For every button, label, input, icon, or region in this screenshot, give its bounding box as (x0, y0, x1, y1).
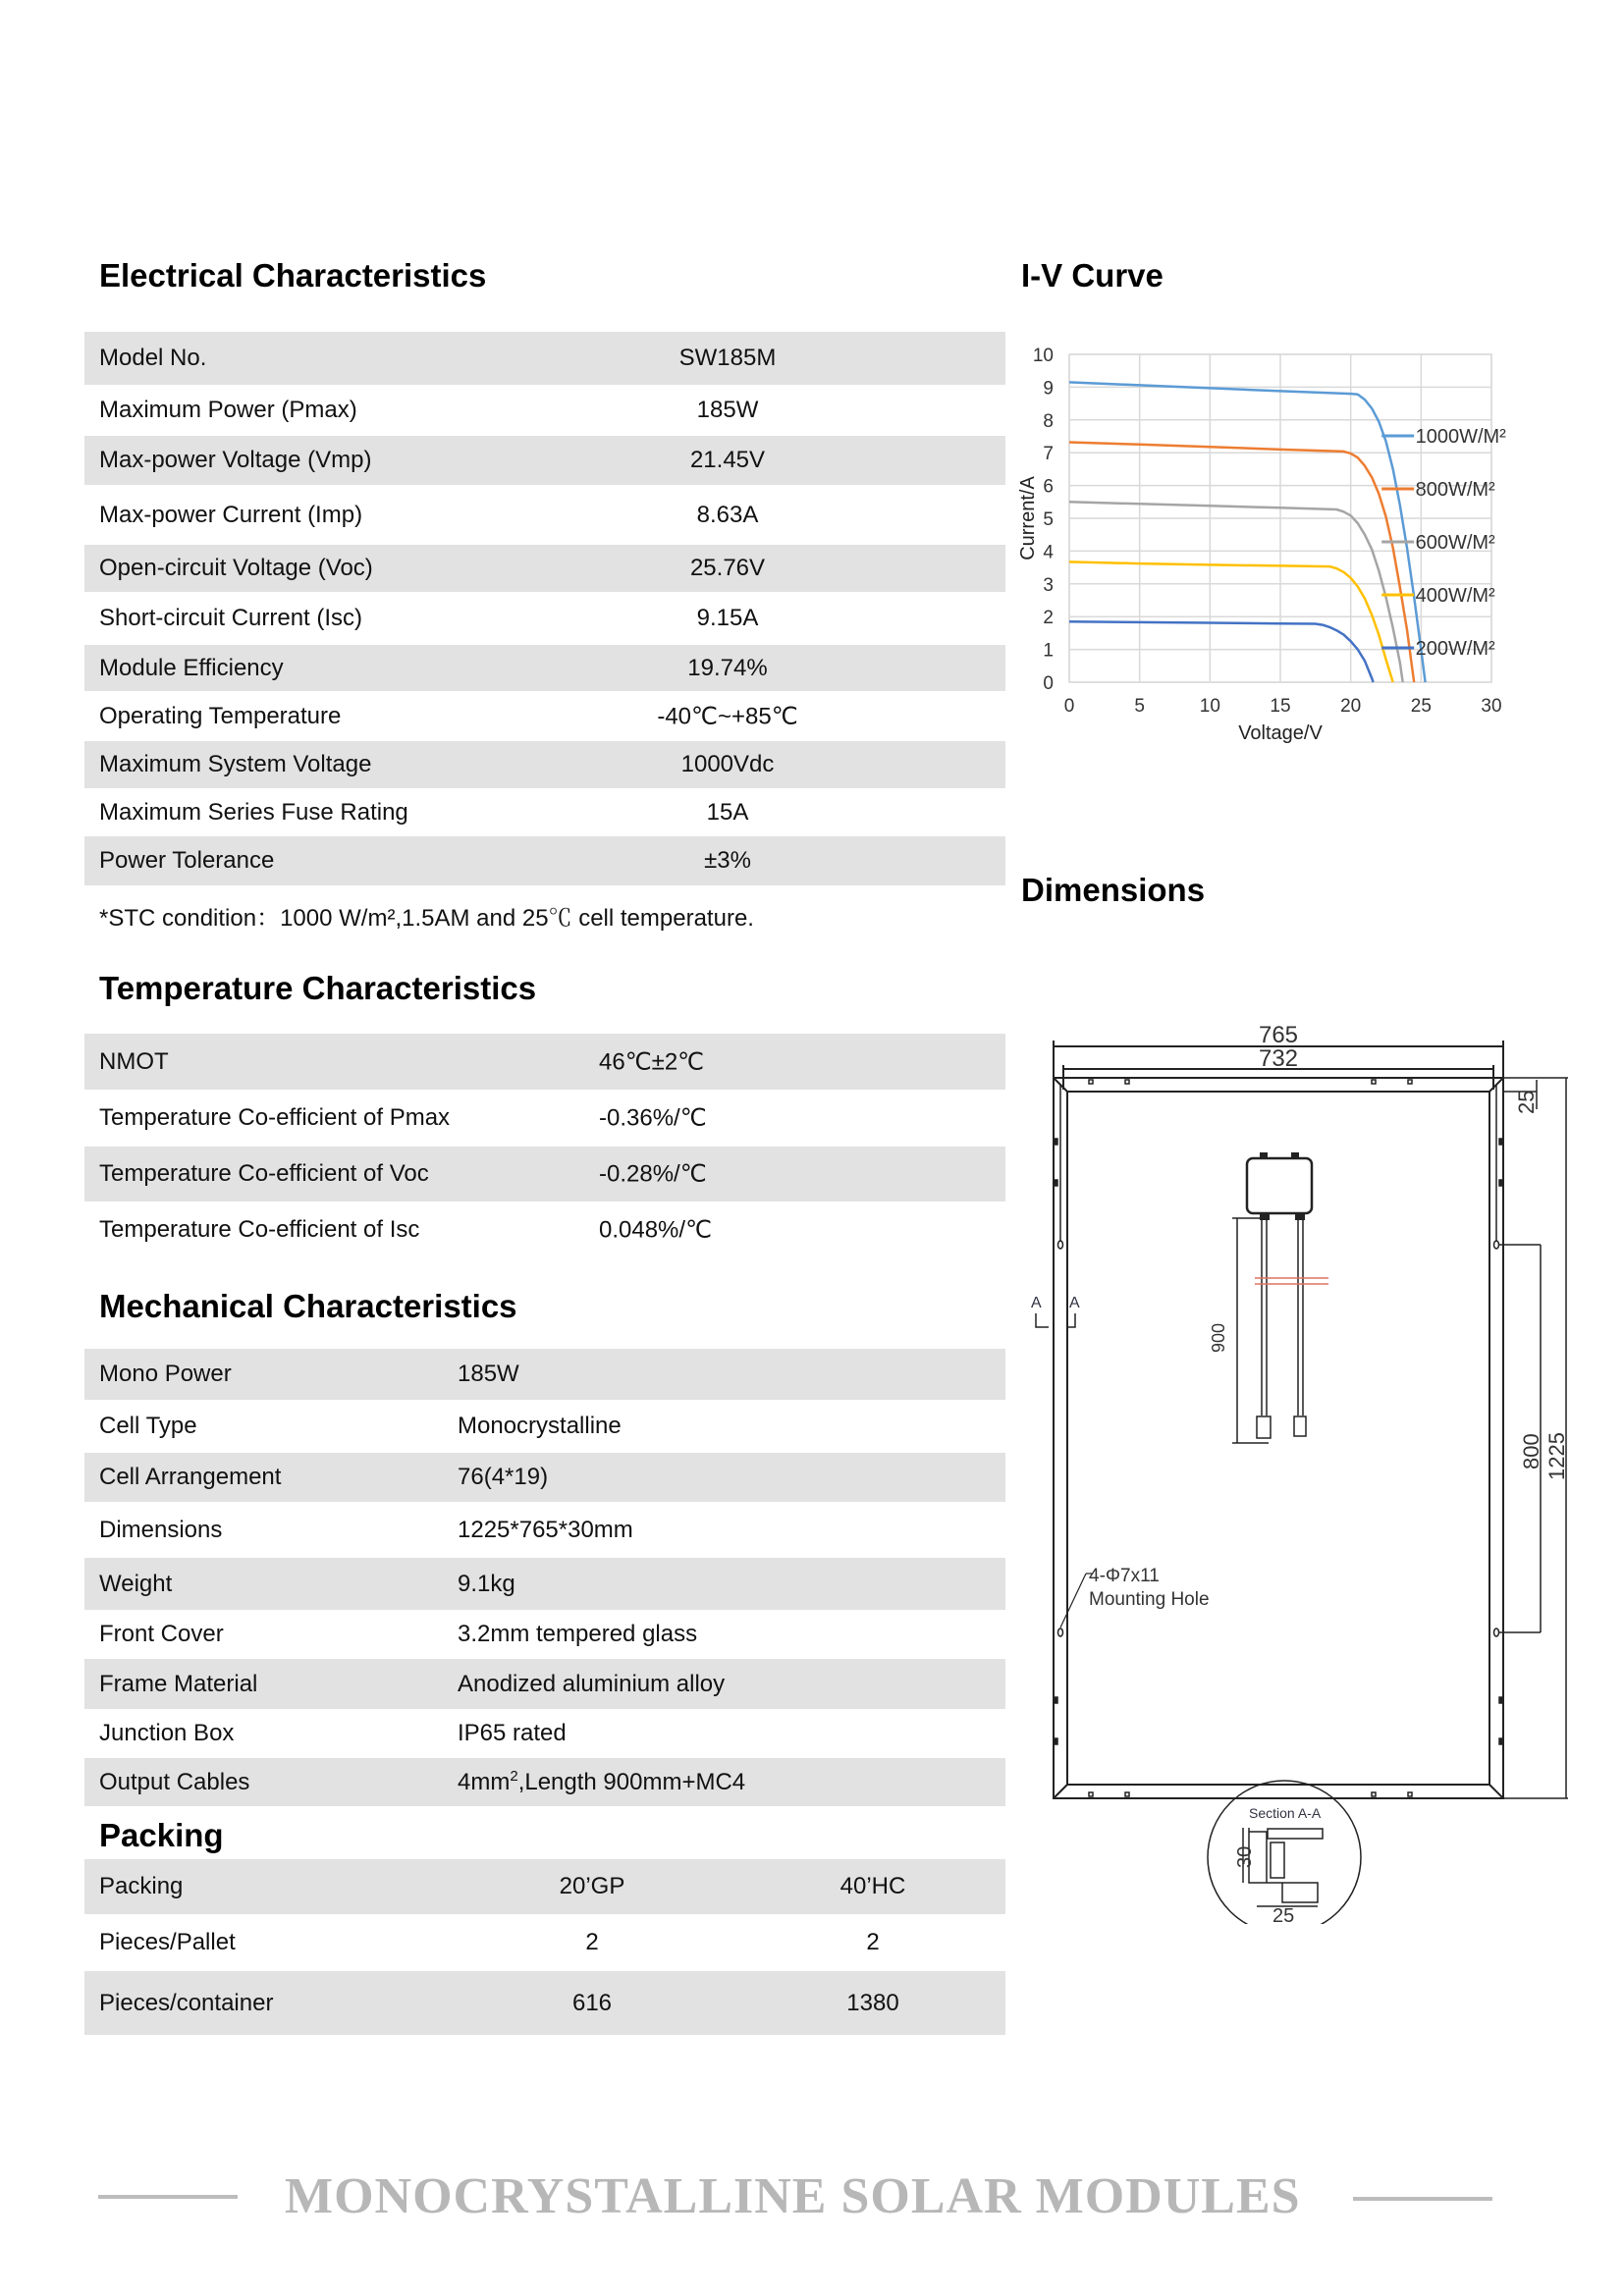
row-value: IP65 rated (458, 1720, 567, 1746)
x-tick-label: 5 (1134, 696, 1145, 717)
mechanical-row (84, 1610, 1005, 1659)
row-label: Max-power Current (Imp) (99, 501, 363, 528)
mechanical-row (84, 1349, 1005, 1400)
x-axis-label: Voltage/V (1238, 722, 1323, 744)
mechanical-row (84, 1758, 1005, 1806)
y-tick-label: 8 (1043, 410, 1054, 432)
mechanical-row (84, 1709, 1005, 1758)
temperature-row (84, 1147, 1005, 1201)
row-label: Output Cables (99, 1768, 250, 1795)
stc-note: *STC condition：1000 W/m²,1.5AM and 25℃ cell temperature. (99, 905, 754, 932)
panel-frame-outer (1054, 1078, 1503, 1798)
legend-label: 200W/M² (1415, 638, 1495, 660)
electrical-row (84, 436, 1005, 485)
hole-note-line1: 4-Φ7x11 (1089, 1566, 1160, 1586)
row-value: 25.76V (689, 555, 766, 581)
row-label: Temperature Co-efficient of Voc (99, 1160, 429, 1187)
value-part: 4mm (458, 1768, 511, 1795)
row-col1: 2 (585, 1929, 599, 1955)
legend-label: 800W/M² (1415, 479, 1495, 501)
row-label: Power Tolerance (99, 847, 275, 874)
temperature-title: Temperature Characteristics (99, 970, 537, 1006)
x-tick-label: 0 (1063, 696, 1075, 717)
row-value: 9.15A (696, 605, 759, 631)
y-tick-label: 0 (1043, 673, 1054, 694)
y-tick-label: 7 (1043, 444, 1054, 465)
y-tick-label: 2 (1043, 608, 1054, 629)
electrical-row (84, 545, 1005, 592)
packing-row (84, 1859, 1005, 1914)
row-label: Pieces/Pallet (99, 1929, 236, 1955)
temperature-table (84, 1034, 1005, 1258)
y-tick-label: 4 (1043, 542, 1054, 563)
row-value: -40℃~+85℃ (657, 703, 798, 729)
section-marker-right: A (1069, 1295, 1080, 1311)
frame-offset-25-dimension (1503, 1078, 1568, 1114)
mechanical-row (84, 1558, 1005, 1610)
y-tick-label: 3 (1043, 574, 1054, 596)
row-label: Frame Material (99, 1670, 258, 1697)
panel-glass-inner (1067, 1092, 1489, 1785)
y-tick-label: 9 (1043, 378, 1054, 400)
legend-label: 600W/M² (1415, 532, 1495, 554)
mounting-hole-note (1060, 1566, 1210, 1628)
packing-row (84, 1914, 1005, 1971)
value-part: ,Length 900mm+MC4 (517, 1768, 746, 1795)
mechanical-title: Mechanical Characteristics (99, 1288, 517, 1324)
packing-table (84, 1859, 1005, 2035)
row-value: -0.36%/℃ (599, 1104, 707, 1132)
row-label: Cell Type (99, 1413, 197, 1439)
mechanical-table (84, 1349, 1005, 1806)
width-732-label: 732 (1258, 1045, 1299, 1072)
y-tick-label: 10 (1032, 346, 1054, 366)
junction-box (1247, 1153, 1312, 1219)
electrical-row (84, 485, 1005, 545)
x-tick-label: 15 (1270, 696, 1291, 717)
dimensions-title: Dimensions (1021, 872, 1206, 908)
mechanical-row (84, 1659, 1005, 1709)
row-col2: 1380 (846, 1989, 899, 2016)
y-tick-label: 6 (1043, 476, 1054, 498)
row-label: Temperature Co-efficient of Isc (99, 1216, 420, 1243)
row-value: 8.63A (696, 501, 759, 528)
footer-rule-left (98, 2195, 238, 2199)
output-cables (1255, 1219, 1328, 1438)
section-markers (1031, 1295, 1080, 1327)
hole-note-line2: Mounting Hole (1089, 1589, 1210, 1610)
row-value: 185W (458, 1361, 519, 1387)
row-label: Short-circuit Current (Isc) (99, 605, 363, 631)
electrical-row (84, 645, 1005, 691)
row-label: Front Cover (99, 1621, 224, 1647)
row-value: 21.45V (689, 447, 766, 473)
mechanical-row (84, 1400, 1005, 1453)
row-label: Pieces/container (99, 1989, 274, 2016)
row-value: 15A (706, 798, 749, 826)
electrical-table (84, 332, 1005, 885)
row-label: Cell Arrangement (99, 1464, 282, 1490)
electrical-row (84, 385, 1005, 436)
section-aa-detail (1208, 1781, 1361, 1924)
row-label: Mono Power (99, 1361, 232, 1387)
iv-curve-chart (1011, 334, 1620, 795)
section-aa-title: Section A-A (1249, 1805, 1322, 1821)
row-value: Anodized aluminium alloy (458, 1670, 726, 1697)
footer-rule-right (1353, 2197, 1492, 2201)
packing-title: Packing (99, 1817, 224, 1853)
height-1225-label: 1225 (1544, 1432, 1569, 1480)
y-tick-label: 5 (1043, 509, 1054, 530)
section-30-label: 30 (1234, 1845, 1256, 1868)
row-value: ±3% (704, 847, 751, 874)
row-col1: 616 (571, 1989, 613, 2016)
iv-curve-title: I-V Curve (1021, 257, 1164, 294)
row-value: -0.28%/℃ (599, 1160, 707, 1188)
row-label: Dimensions (99, 1516, 223, 1543)
row-col2: 40’HC (839, 1873, 906, 1899)
x-tick-label: 20 (1340, 696, 1362, 717)
row-value: 19.74% (687, 654, 768, 681)
legend-label: 400W/M² (1415, 585, 1495, 607)
row-label: Maximum Series Fuse Rating (99, 798, 408, 826)
electrical-row (84, 836, 1005, 885)
row-value: 1225*765*30mm (458, 1516, 633, 1543)
row-label: Model No. (99, 345, 207, 371)
frame-holes (1055, 1080, 1502, 1796)
row-value: 3.2mm tempered glass (458, 1621, 698, 1647)
section-25-label: 25 (1272, 1905, 1295, 1924)
row-label: Open-circuit Voltage (Voc) (99, 555, 373, 581)
dimension-drawing (1021, 1011, 1610, 1924)
row-label: Module Efficiency (99, 654, 284, 681)
electrical-row (84, 332, 1005, 385)
row-value: 9.1kg (458, 1570, 515, 1597)
y-axis-label: Current/A (1017, 476, 1039, 561)
row-value: 0.048%/℃ (599, 1216, 713, 1244)
packing-row (84, 1971, 1005, 2035)
row-value: 185W (696, 397, 759, 423)
x-tick-label: 30 (1481, 696, 1502, 717)
row-label: Junction Box (99, 1720, 235, 1746)
row-label: Weight (99, 1570, 173, 1597)
cable-900-dimension (1209, 1218, 1269, 1443)
electrical-row (84, 592, 1005, 645)
row-value: SW185M (678, 345, 777, 371)
row-value (458, 1769, 745, 1796)
row-value: 76(4*19) (458, 1464, 549, 1490)
row-col1: 20’GP (559, 1873, 625, 1899)
x-tick-label: 25 (1410, 696, 1432, 717)
temperature-row (84, 1090, 1005, 1147)
hole-spacing-800-dimension (1499, 1245, 1543, 1632)
mechanical-row (84, 1453, 1005, 1502)
y-tick-label: 1 (1043, 640, 1054, 662)
footer-title: MONOCRYSTALLINE SOLAR MODULES (285, 2168, 1301, 2224)
row-value: Monocrystalline (458, 1413, 622, 1439)
row-label: Packing (99, 1873, 184, 1899)
row-label: Max-power Voltage (Vmp) (99, 447, 372, 473)
row-col2: 2 (866, 1929, 880, 1955)
temperature-row (84, 1201, 1005, 1258)
mechanical-row (84, 1502, 1005, 1558)
legend-label: 1000W/M² (1415, 426, 1506, 448)
row-label: NMOT (99, 1047, 169, 1075)
row-label: Maximum Power (Pmax) (99, 397, 357, 423)
section-marker-left: A (1031, 1295, 1042, 1311)
row-value: 1000Vdc (680, 751, 775, 777)
row-label: Operating Temperature (99, 702, 342, 729)
width-765-label: 765 (1258, 1022, 1299, 1048)
row-label: Temperature Co-efficient of Pmax (99, 1104, 451, 1131)
x-tick-label: 10 (1199, 696, 1220, 717)
value-superscript: 2 (510, 1767, 518, 1785)
row-label: Maximum System Voltage (99, 751, 372, 777)
electrical-row (84, 788, 1005, 836)
electrical-row (84, 691, 1005, 741)
spacing-800-label: 800 (1519, 1433, 1543, 1469)
offset-25-label: 25 (1514, 1090, 1539, 1114)
cable-900-label: 900 (1209, 1322, 1228, 1353)
electrical-row (84, 741, 1005, 788)
temperature-row (84, 1034, 1005, 1090)
row-value: 46℃±2℃ (599, 1048, 705, 1075)
electrical-title: Electrical Characteristics (99, 257, 487, 294)
